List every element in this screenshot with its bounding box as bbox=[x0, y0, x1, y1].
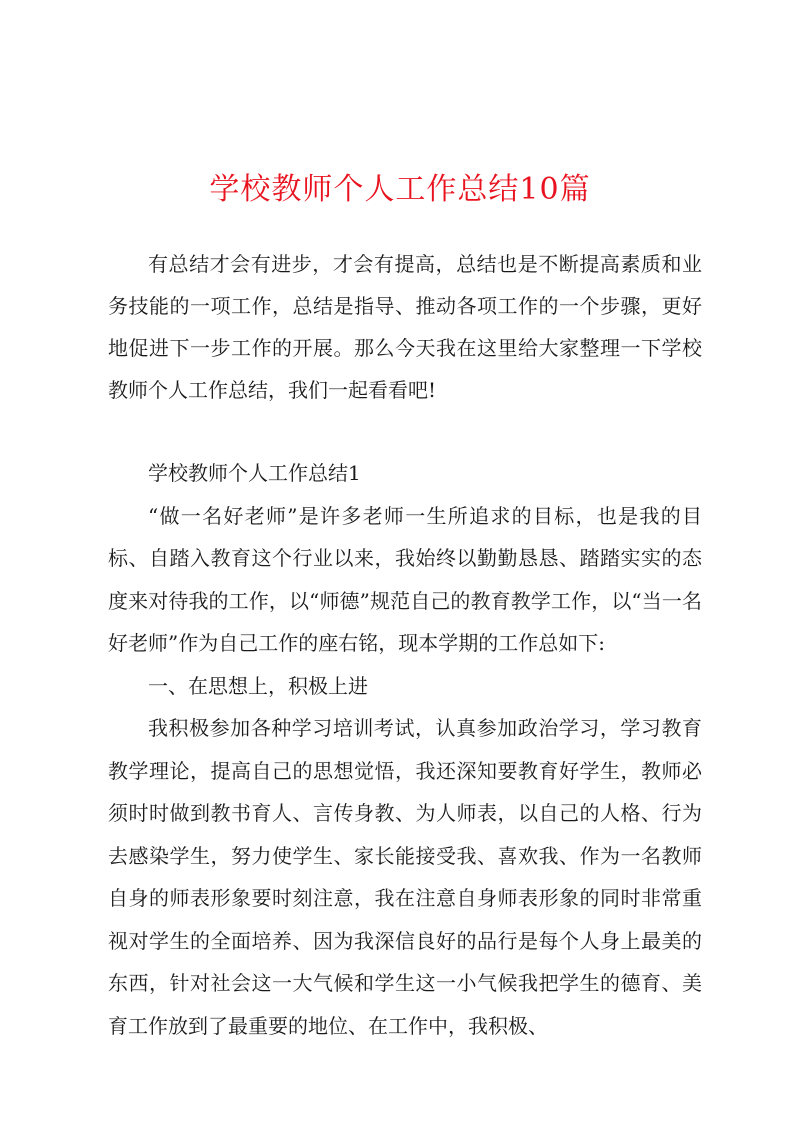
intro-paragraph: 有总结才会有进步，才会有提高，总结也是不断提高素质和业务技能的一项工作，总结是指导、推动各项工作的一个步骤，更好地促进下一步工作的开展。那么今天我在这里给大家整理一下学校教师个人工作总结，我们一起看看吧! bbox=[108, 252, 702, 402]
document-title: 学校教师个人工作总结10篇 bbox=[209, 172, 591, 207]
subheading-thought: 一、在思想上，积极上进 bbox=[148, 673, 368, 698]
summary-section-1 bbox=[108, 452, 702, 1047]
section-heading: 学校教师个人工作总结1 bbox=[148, 461, 361, 485]
paragraph-thought: 我积极参加各种学习培训考试，认真参加政治学习，学习教育教学理论，提高自己的思想觉悟，我还深知要教育好学生，教师必须时时做到教书育人、言传身教、为人师表，以自己的人格、行为去感染学生，努力使学生、家长能接受我、喜欢我、作为一名教师自身的师表形象要时刻注意，我在注意自身师表形象的同时非常重视对学生的全面培养、因为我深信良好的品行是每个人身上最美的东西，针对社会这一大气候和学生这一小气候我把学生的德育、美育工作放到了最重要的地位、在工作中，我积极、 bbox=[108, 716, 702, 1038]
paragraph-goal: “做一名好老师”是许多老师一生所追求的目标，也是我的目标、自踏入教育这个行业以来，我始终以勤勤恳恳、踏踏实实的态度来对待我的工作，以“师德”规范自己的教育教学工作，以“当一名好老师”作为自己工作的座右铭，现本学期的工作总如下: bbox=[108, 503, 702, 655]
